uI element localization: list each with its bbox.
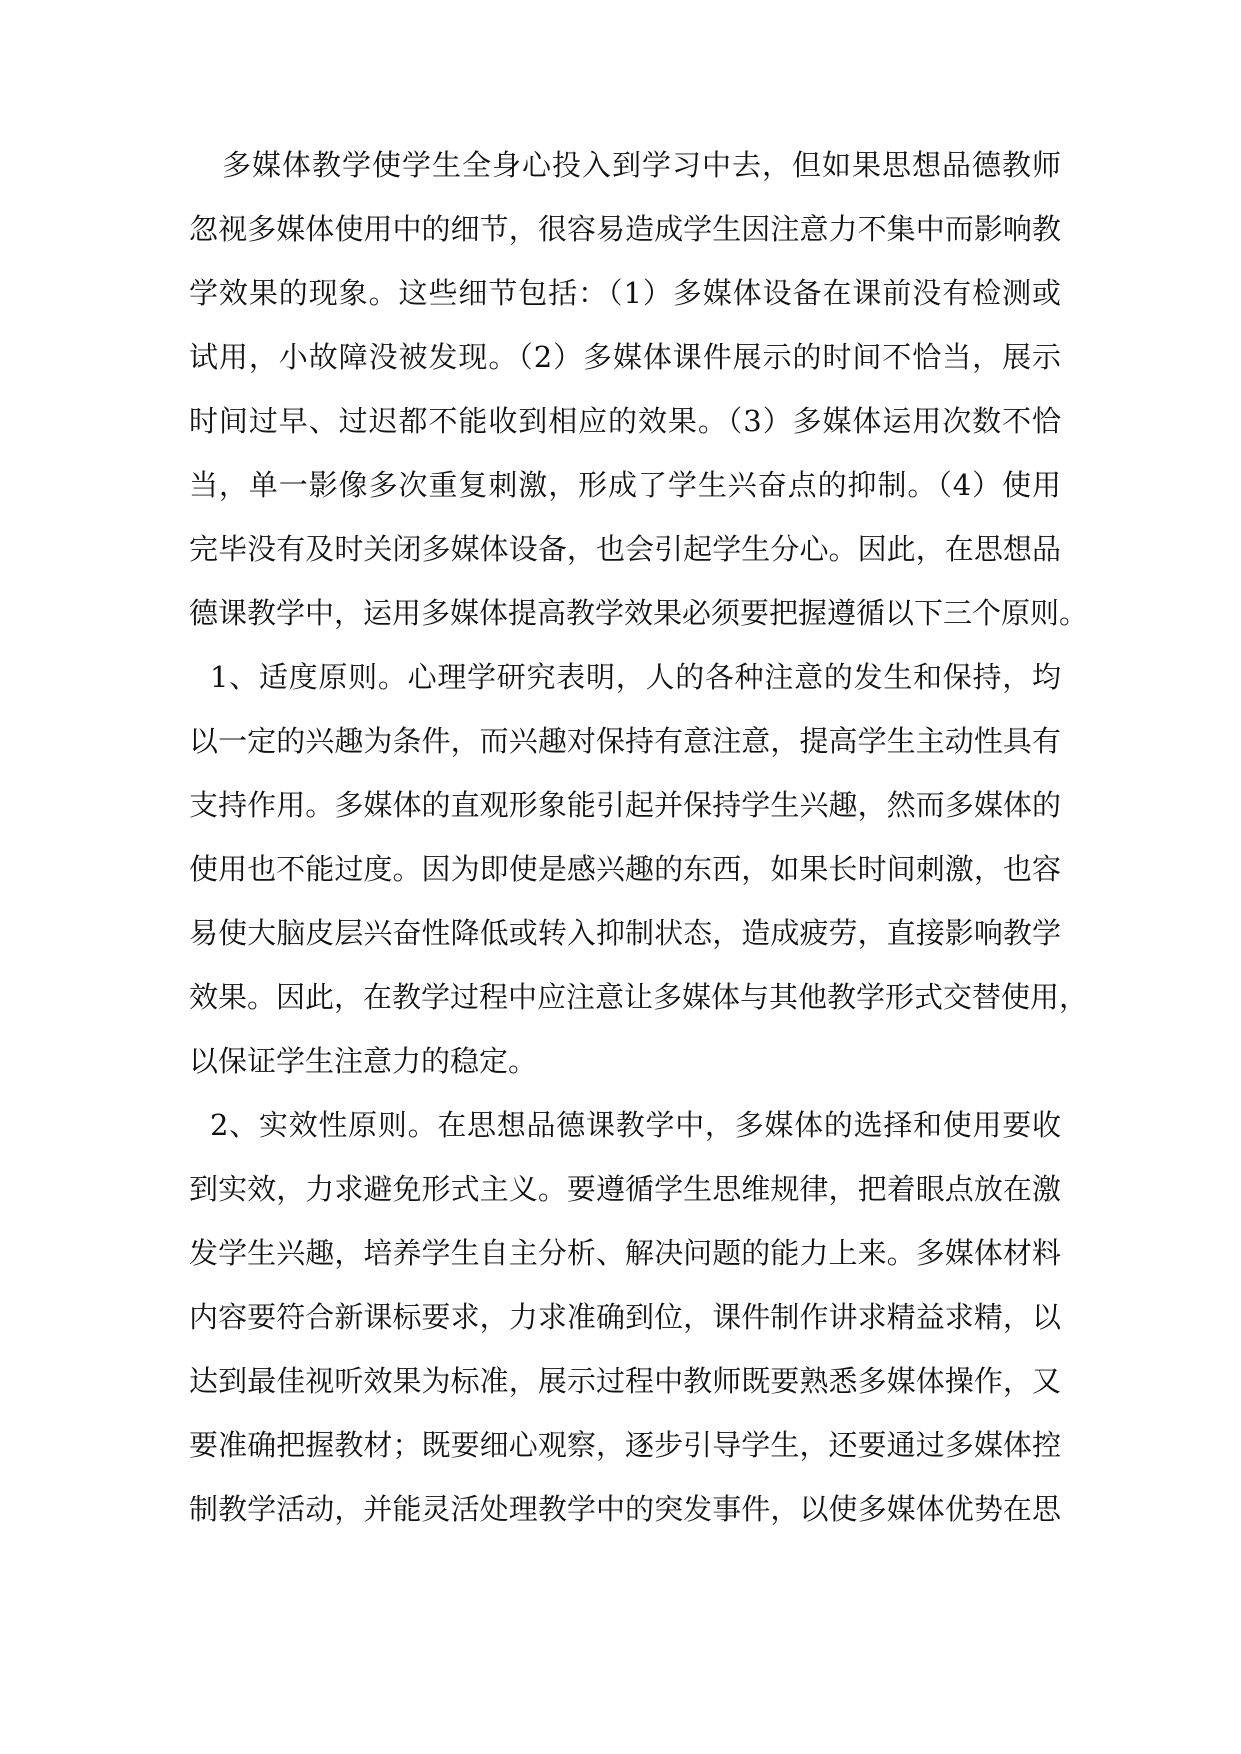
paragraph-line: 发学生兴趣，培养学生自主分析、解决问题的能力上来。多媒体材料 xyxy=(189,1236,1061,1270)
paragraph-line: 当，单一影像多次重复刺激，形成了学生兴奋点的抑制。（4）使用 xyxy=(189,468,1061,502)
paragraph-line: 德课教学中，运用多媒体提高教学效果必须要把握遵循以下三个原则。 xyxy=(189,596,1089,630)
paragraph-line: 使用也不能过度。因为即使是感兴趣的东西，如果长时间刺激，也容 xyxy=(189,852,1061,886)
paragraph-line: 时间过早、过迟都不能收到相应的效果。（3）多媒体运用次数不恰 xyxy=(189,404,1061,438)
paragraph-line: 以保证学生注意力的稳定。 xyxy=(189,1044,538,1078)
paragraph-line: 1、适度原则。心理学研究表明，人的各种注意的发生和保持，均 xyxy=(210,660,1061,694)
paragraph-line: 试用，小故障没被发现。（2）多媒体课件展示的时间不恰当，展示 xyxy=(189,340,1061,374)
paragraph-line: 以一定的兴趣为条件，而兴趣对保持有意注意，提高学生主动性具有 xyxy=(189,724,1061,758)
paragraph-line: 多媒体教学使学生全身心投入到学习中去，但如果思想品德教师 xyxy=(222,148,1061,182)
paragraph-line: 到实效，力求避免形式主义。要遵循学生思维规律，把着眼点放在激 xyxy=(189,1172,1061,1206)
paragraph-line: 支持作用。多媒体的直观形象能引起并保持学生兴趣，然而多媒体的 xyxy=(189,788,1061,822)
paragraph-line: 2、实效性原则。在思想品德课教学中，多媒体的选择和使用要收 xyxy=(210,1108,1061,1142)
paragraph-line: 完毕没有及时关闭多媒体设备，也会引起学生分心。因此，在思想品 xyxy=(189,532,1061,566)
paragraph-line: 易使大脑皮层兴奋性降低或转入抑制状态，造成疲劳，直接影响教学 xyxy=(189,916,1061,950)
paragraph-line: 制教学活动，并能灵活处理教学中的突发事件，以使多媒体优势在思 xyxy=(189,1492,1061,1526)
paragraph-line: 学效果的现象。这些细节包括：（1）多媒体设备在课前没有检测或 xyxy=(189,276,1061,310)
paragraph-line: 内容要符合新课标要求，力求准确到位，课件制作讲求精益求精，以 xyxy=(189,1300,1061,1334)
paragraph-line: 效果。因此，在教学过程中应注意让多媒体与其他教学形式交替使用， xyxy=(189,980,1089,1014)
paragraph-line: 要准确把握教材；既要细心观察，逐步引导学生，还要通过多媒体控 xyxy=(189,1428,1061,1462)
paragraph-line: 达到最佳视听效果为标准，展示过程中教师既要熟悉多媒体操作，又 xyxy=(189,1364,1061,1398)
paragraph-line: 忽视多媒体使用中的细节，很容易造成学生因注意力不集中而影响教 xyxy=(189,212,1061,246)
